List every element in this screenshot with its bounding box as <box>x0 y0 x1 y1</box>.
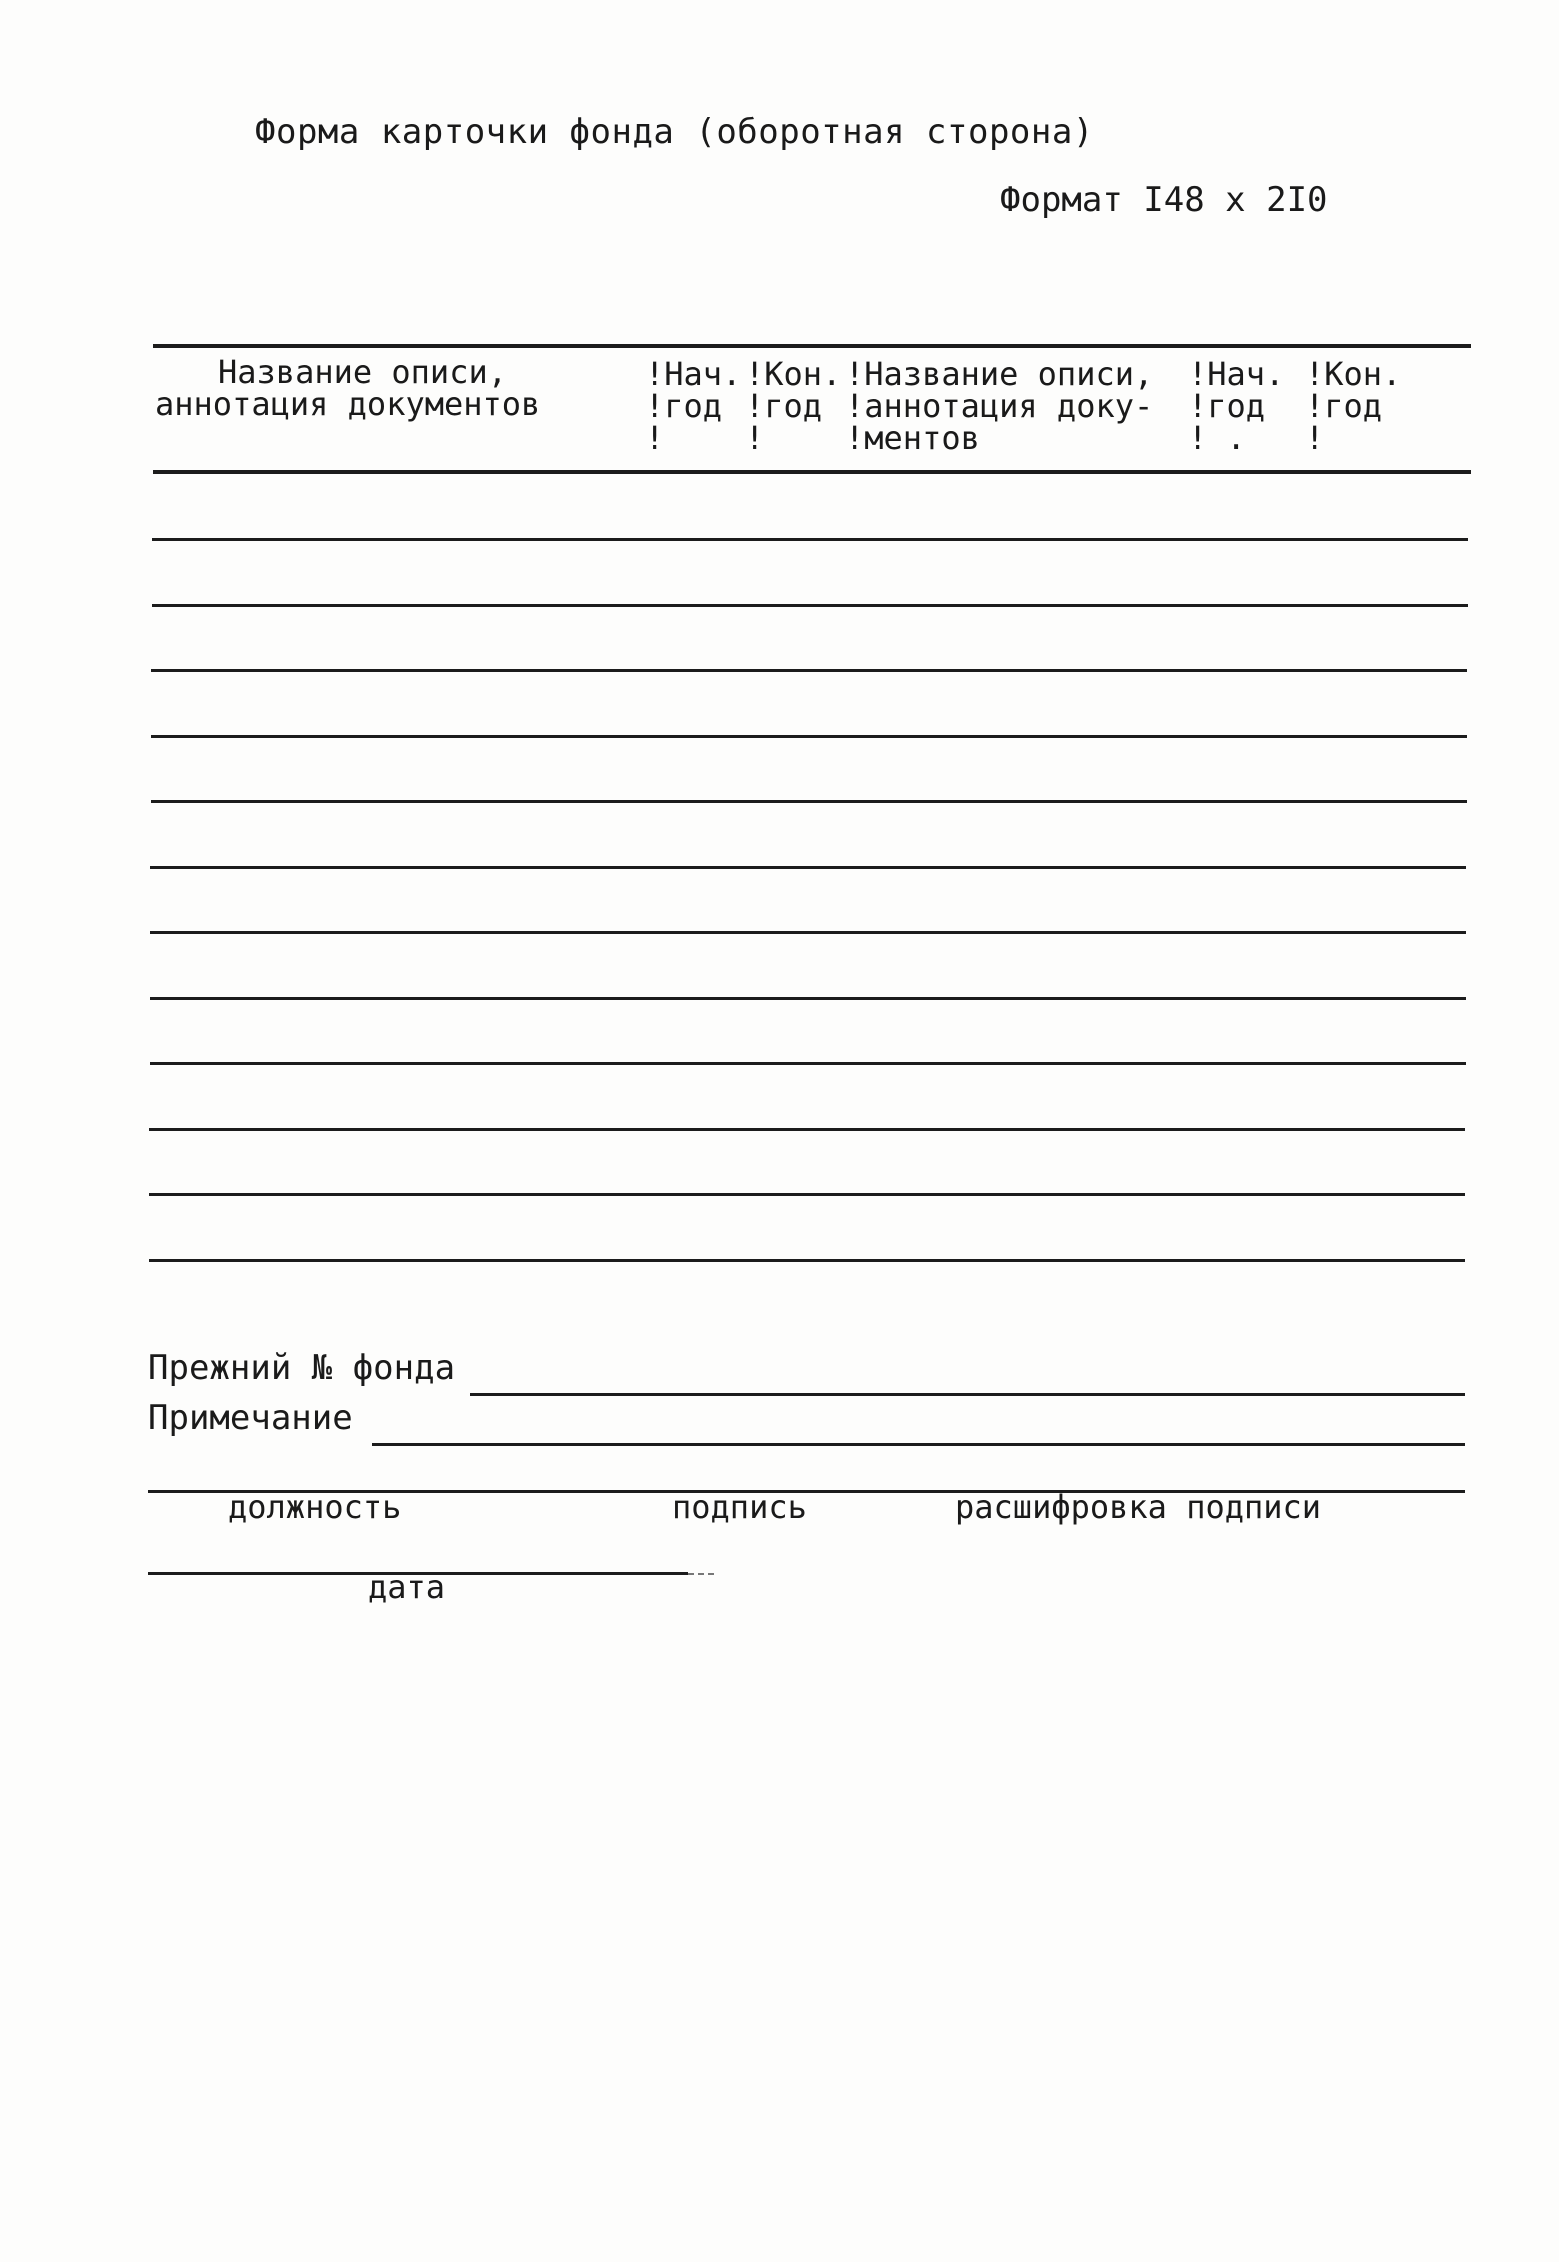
format-label: Формат I48 x 2I0 <box>1000 180 1328 220</box>
table-row[interactable] <box>149 1259 1465 1262</box>
table-row[interactable] <box>150 866 1466 869</box>
date-line-tail <box>688 1573 714 1575</box>
table-top-rule <box>153 344 1471 348</box>
table-row[interactable] <box>151 669 1467 672</box>
table-row[interactable] <box>152 604 1468 607</box>
table-row[interactable] <box>150 931 1466 934</box>
signature-decoding-caption: расшифровка подписи <box>955 1488 1322 1526</box>
position-caption: должность <box>228 1488 402 1526</box>
signature-caption: подпись <box>672 1488 807 1526</box>
table-row[interactable] <box>150 1062 1466 1065</box>
table-row[interactable] <box>149 1128 1465 1131</box>
previous-fund-label: Прежний № фонда <box>148 1348 456 1388</box>
header-col-start-line2: !год <box>645 387 723 425</box>
header-col-end-line2: !год <box>745 387 823 425</box>
header-col-name-line1: Название описи, <box>218 353 507 391</box>
header-col-name-line2: аннотация документов <box>155 385 541 423</box>
table-row[interactable] <box>152 538 1468 541</box>
header-col-name2-line2: !аннотация доку- <box>845 387 1154 425</box>
table-row[interactable] <box>151 735 1467 738</box>
header-col-end-line3: ! <box>745 419 765 457</box>
header-col-start2-line3: ! . <box>1188 419 1246 457</box>
header-col-end-line1: !Кон. <box>745 355 842 393</box>
header-col-start-line1: !Нач. <box>645 355 742 393</box>
header-col-end2-line2: !год <box>1305 387 1383 425</box>
previous-fund-line[interactable] <box>470 1393 1465 1396</box>
header-col-end2-line3: ! <box>1305 419 1325 457</box>
header-col-start-line3: ! <box>645 419 665 457</box>
table-header-rule <box>153 470 1471 474</box>
header-col-start2-line2: !год <box>1188 387 1266 425</box>
note-label: Примечание <box>148 1398 353 1438</box>
header-col-name2-line1: !Название описи, <box>845 355 1154 393</box>
table-row[interactable] <box>151 800 1467 803</box>
header-col-end2-line1: !Кон. <box>1305 355 1402 393</box>
date-caption: дата <box>368 1568 446 1606</box>
form-title: Форма карточки фонда (оборотная сторона) <box>255 112 1094 152</box>
table-row[interactable] <box>149 1193 1465 1196</box>
table-row[interactable] <box>150 997 1466 1000</box>
header-col-start2-line1: !Нач. <box>1188 355 1285 393</box>
note-line[interactable] <box>372 1443 1465 1446</box>
header-col-name2-line3: !ментов <box>845 419 980 457</box>
